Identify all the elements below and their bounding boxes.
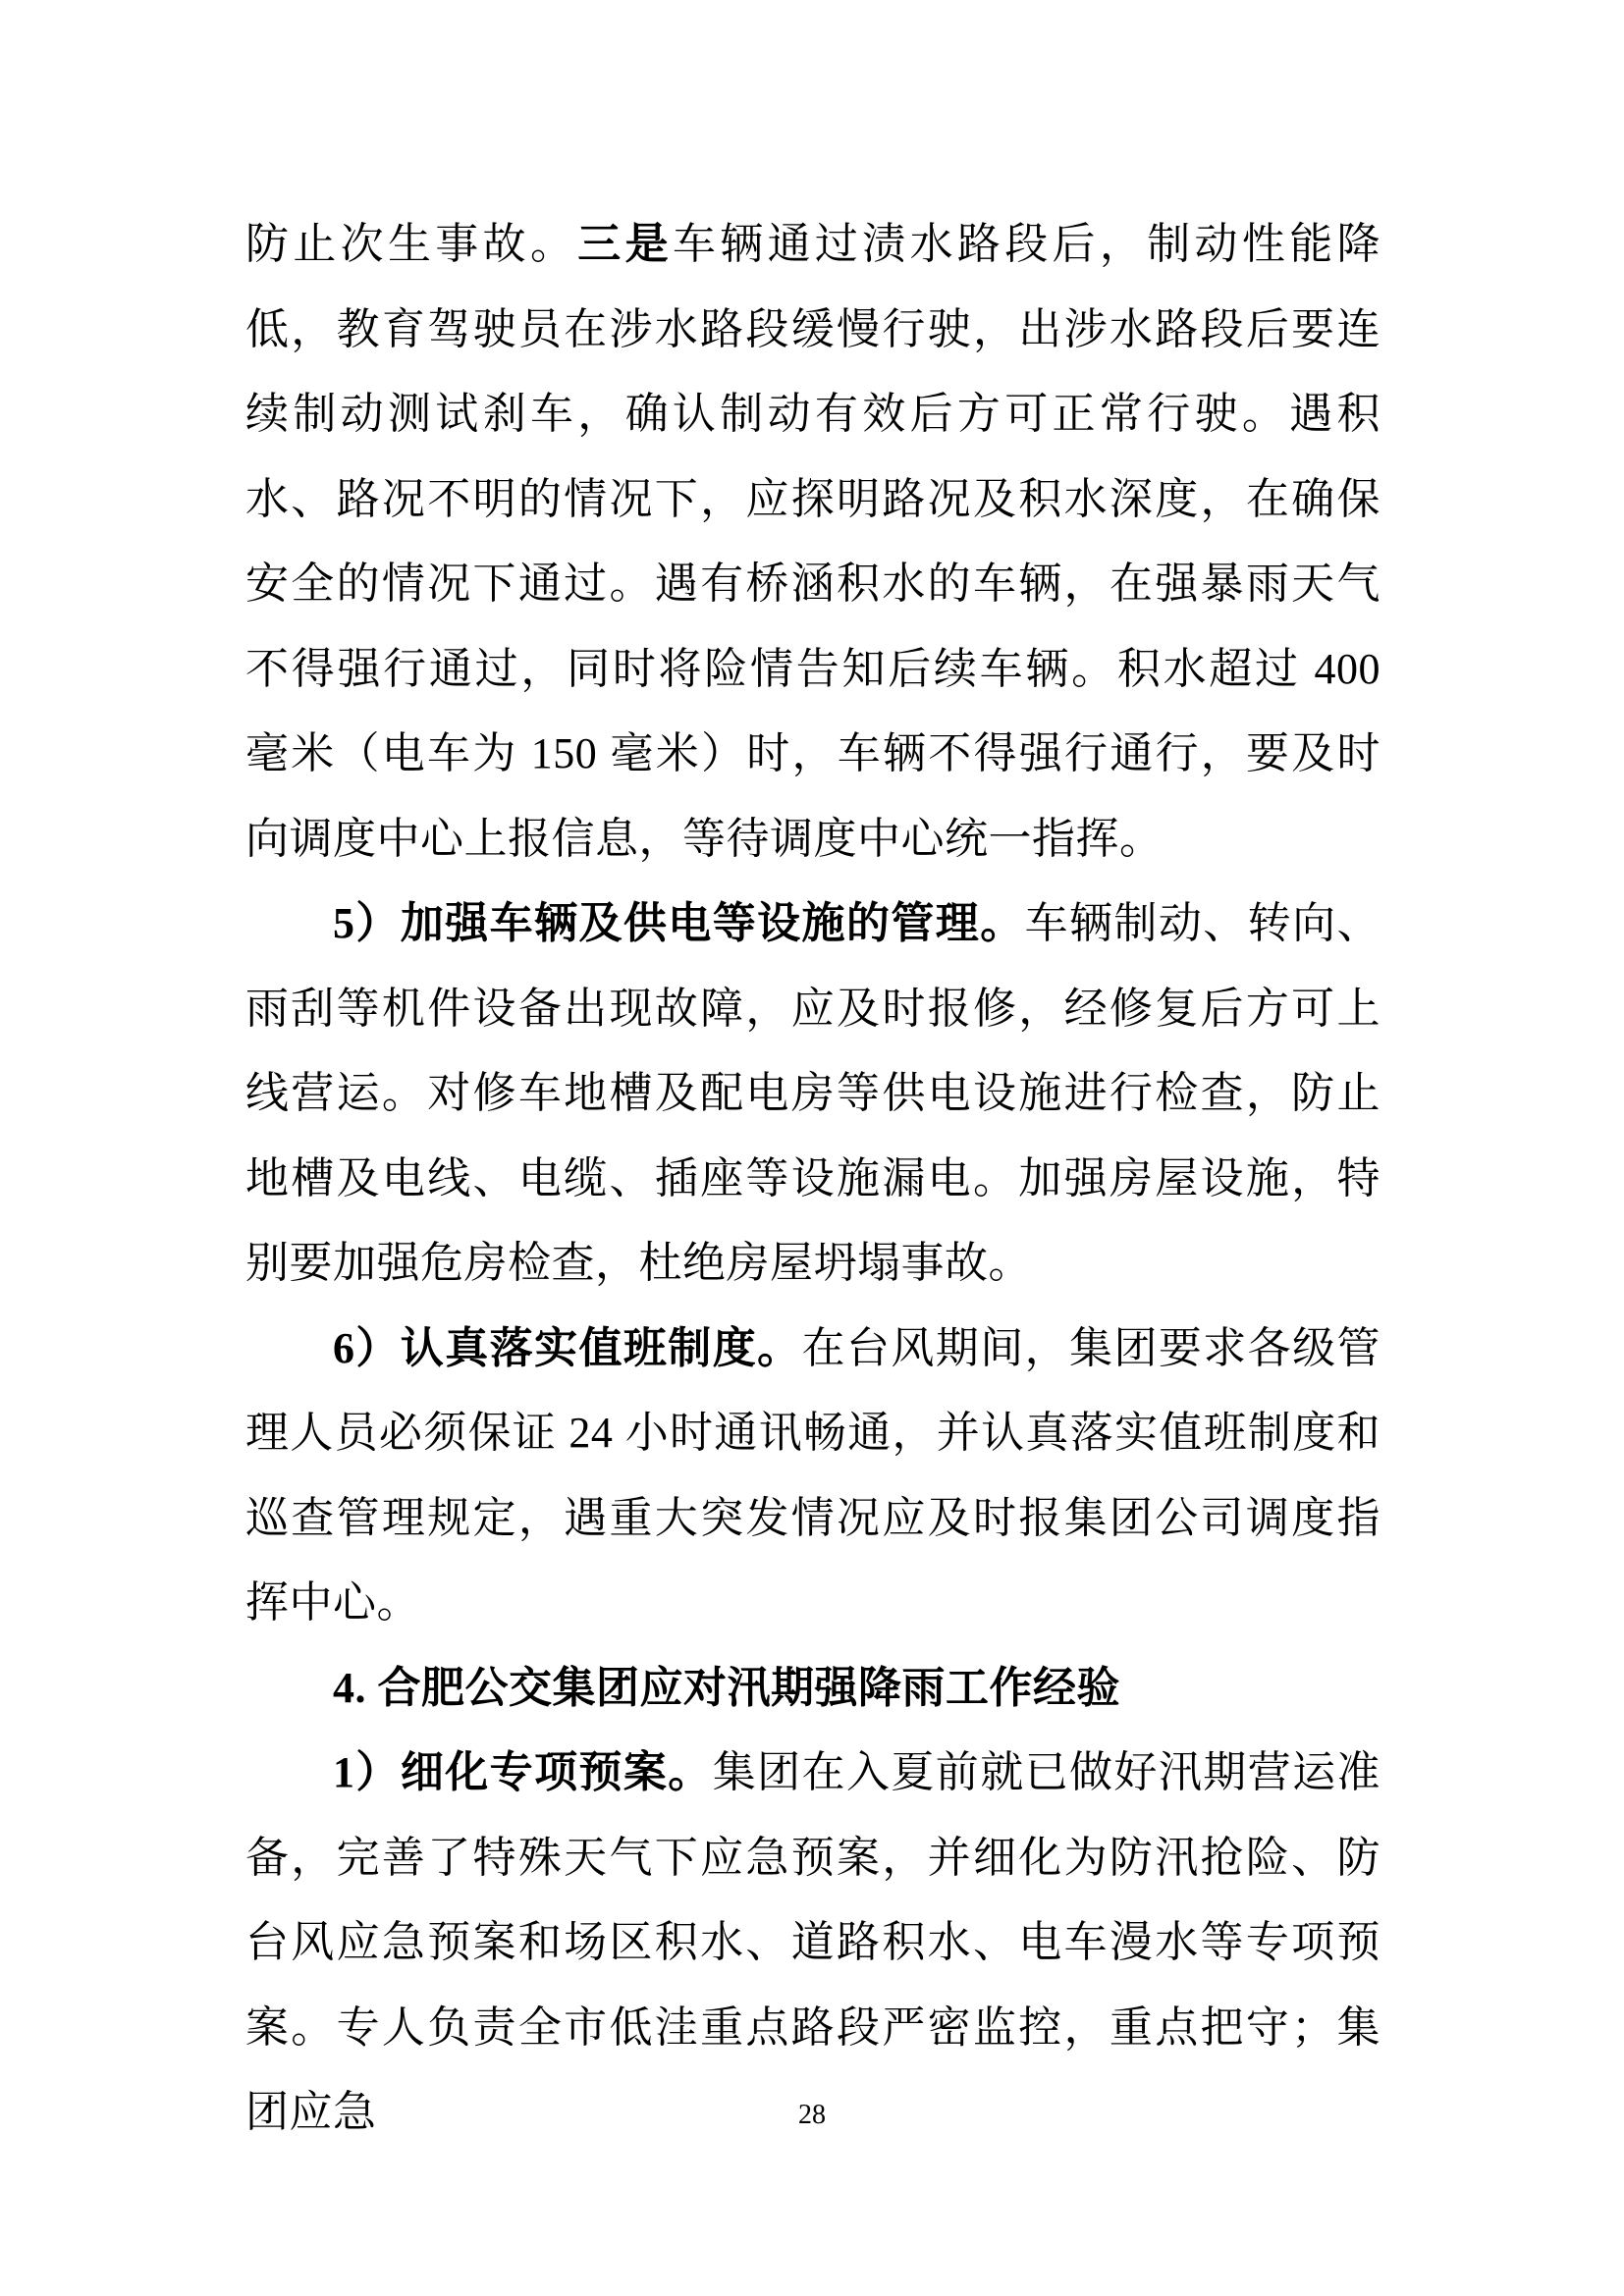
paragraph-special-plans [245,1731,1380,2156]
document-body [245,202,1380,2156]
paragraph-duty-system-heading: 6）认真落实值班制度。 [333,1323,802,1372]
paragraph-flood-driving-text: 车辆通过渍水路段后，制动性能降低，教育驾驶员在涉水路段缓慢行驶，出涉水路段后要连续制动测试刹车，确认制动有效后方可正常行驶。遇积水、路况不明的情况下，应探明路况及积水深度，在确保安全的情况下通过。遇有桥涵积水的车辆，在强暴雨天气不得强行通过，同时将险情告知后续车辆。积水超过 400 毫米（电车为 150 毫米）时，车辆不得强行通行，要及时向调度中心上报信息，等待调度中心统一指挥。 [245,220,1381,863]
paragraph-duty-system-text: 在台风期间，集团要求各级管理人员必须保证 24 小时通讯畅通，并认真落实值班制度和巡查管理规定，遇重大突发情况应及时报集团公司调度指挥中心。 [245,1323,1381,1627]
section-heading-hefei-experience [245,1646,1380,1732]
section-heading-hefei-experience-text: 4. 合肥公交集团应对汛期强降雨工作经验 [333,1663,1120,1712]
paragraph-special-plans-text: 集团在入夏前就已做好汛期营运准备，完善了特殊天气下应急预案，并细化为防汛抢险、防台风应急预案和场区积水、道路积水、电车漫水等专项预案。专人负责全市低洼重点路段严密监控，重点把守；集团应急 [245,1748,1380,2136]
paragraph-flood-driving [245,202,1380,881]
paragraph-special-plans-heading: 1）细化专项预案。 [333,1748,713,1796]
paragraph-duty-system [245,1307,1380,1646]
paragraph-flood-driving-bold-run-in: 三是 [577,220,673,268]
paragraph-flood-driving-lead: 防止次生事故。 [245,220,578,268]
paragraph-equipment-management [245,881,1380,1307]
paragraph-equipment-management-heading: 5）加强车辆及供电等设施的管理。 [333,899,1025,947]
paragraph-equipment-management-text: 车辆制动、转向、雨刮等机件设备出现故障，应及时报修，经修复后方可上线营运。对修车地槽及配电房等供电设施进行检查，防止地槽及电线、电缆、插座等设施漏电。加强房屋设施，特别要加强危房检查，杜绝房屋坍塌事故。 [245,899,1380,1287]
page-number: 28 [798,2100,826,2130]
